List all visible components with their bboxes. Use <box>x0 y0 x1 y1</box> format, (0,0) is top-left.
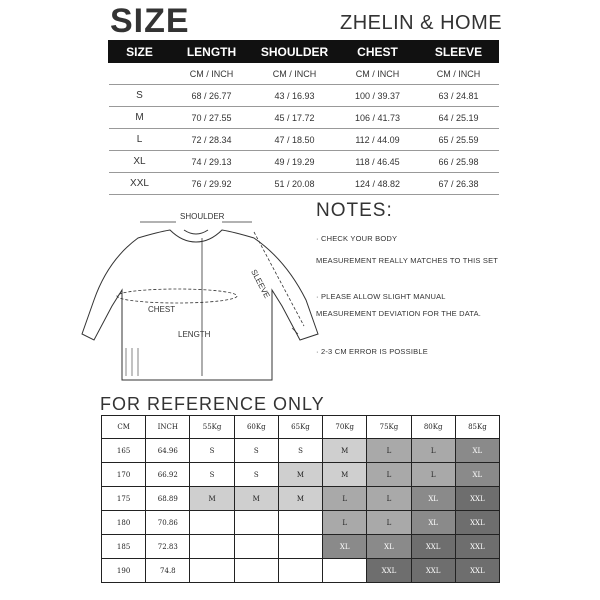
header-chest: CHEST <box>337 41 419 63</box>
chest-cell: 100 / 39.37 <box>337 85 419 107</box>
sleeve-label: SLEEVE <box>249 268 272 300</box>
sleeve-cell: 67 / 26.38 <box>419 173 499 195</box>
reference-row <box>102 463 500 487</box>
chest-cell: 124 / 48.82 <box>337 173 419 195</box>
size-row <box>109 85 499 107</box>
brand-name: ZHELIN & HOME <box>340 12 503 34</box>
reference-row <box>102 559 500 583</box>
length-cell: 68 / 26.77 <box>171 85 253 107</box>
recommended-size-cell: XXL <box>455 487 499 511</box>
size-cell: L <box>109 129 171 151</box>
recommended-size-cell: XL <box>455 463 499 487</box>
recommended-size-cell: L <box>367 463 411 487</box>
size-cell: S <box>109 85 171 107</box>
sleeve-cell: 64 / 25.19 <box>419 107 499 129</box>
length-cell: 70 / 27.55 <box>171 107 253 129</box>
recommended-size-cell: XXL <box>455 559 499 583</box>
recommended-size-cell: XL <box>367 535 411 559</box>
recommended-size-cell <box>278 511 322 535</box>
height-cm-cell: 175 <box>102 487 146 511</box>
recommended-size-cell: XXL <box>367 559 411 583</box>
chest-cell: 118 / 46.45 <box>337 151 419 173</box>
sleeve-cell: 65 / 25.59 <box>419 129 499 151</box>
recommended-size-cell: XXL <box>455 535 499 559</box>
recommended-size-cell: XXL <box>455 511 499 535</box>
sleeve-cell: 66 / 25.98 <box>419 151 499 173</box>
height-cm-cell: 180 <box>102 511 146 535</box>
recommended-size-cell: XL <box>455 439 499 463</box>
recommended-size-cell <box>190 511 234 535</box>
length-cell: 72 / 28.34 <box>171 129 253 151</box>
size-row <box>109 173 499 195</box>
header-size: SIZE <box>109 41 171 63</box>
header-sleeve: SLEEVE <box>419 41 499 63</box>
size-row <box>109 151 499 173</box>
ref-header-weight: 75Kg <box>367 416 411 439</box>
recommended-size-cell: M <box>278 463 322 487</box>
height-inch-cell: 72.83 <box>146 535 190 559</box>
shoulder-cell: 43 / 16.93 <box>253 85 337 107</box>
height-inch-cell: 66.92 <box>146 463 190 487</box>
shoulder-label: SHOULDER <box>180 212 225 221</box>
recommended-size-cell: L <box>367 439 411 463</box>
reference-row <box>102 487 500 511</box>
recommended-size-cell <box>234 559 278 583</box>
unit-cell: CM / INCH <box>253 63 337 85</box>
note-line: · CHECK YOUR BODY <box>316 234 398 243</box>
shoulder-cell: 49 / 19.29 <box>253 151 337 173</box>
height-inch-cell: 64.96 <box>146 439 190 463</box>
recommended-size-cell: XXL <box>411 535 455 559</box>
recommended-size-cell <box>234 535 278 559</box>
reference-title: FOR REFERENCE ONLY <box>100 394 325 414</box>
reference-row <box>102 439 500 463</box>
size-chart-table <box>108 40 499 195</box>
ref-header-weight: 65Kg <box>278 416 322 439</box>
recommended-size-cell: L <box>411 463 455 487</box>
long-sleeve-shirt-icon <box>72 208 322 388</box>
note-line: MEASUREMENT DEVIATION FOR THE DATA. <box>316 309 482 318</box>
recommended-size-cell: S <box>234 463 278 487</box>
length-cell: 74 / 29.13 <box>171 151 253 173</box>
notes-title: NOTES: <box>316 200 393 221</box>
recommended-size-cell: L <box>323 511 367 535</box>
note-line: · PLEASE ALLOW SLIGHT MANUAL <box>316 292 446 301</box>
recommended-size-cell: L <box>367 511 411 535</box>
recommended-size-cell: XXL <box>411 559 455 583</box>
note-line: MEASUREMENT REALLY MATCHES TO THIS SET <box>316 256 499 265</box>
length-label: LENGTH <box>178 330 211 339</box>
header-length: LENGTH <box>171 41 253 63</box>
ref-header-weight: 85Kg <box>455 416 499 439</box>
height-inch-cell: 74.8 <box>146 559 190 583</box>
recommended-size-cell: L <box>323 487 367 511</box>
shoulder-cell: 51 / 20.08 <box>253 173 337 195</box>
note-line: · 2-3 CM ERROR IS POSSIBLE <box>316 347 428 356</box>
reference-row <box>102 535 500 559</box>
ref-header-inch: INCH <box>146 416 190 439</box>
height-cm-cell: 190 <box>102 559 146 583</box>
size-cell: M <box>109 107 171 129</box>
ref-header-cm: CM <box>102 416 146 439</box>
units-row <box>109 63 499 85</box>
size-chart-header-row <box>109 41 499 63</box>
size-cell: XXL <box>109 173 171 195</box>
height-inch-cell: 70.86 <box>146 511 190 535</box>
header-shoulder: SHOULDER <box>253 41 337 63</box>
ref-header-weight: 55Kg <box>190 416 234 439</box>
unit-cell: CM / INCH <box>419 63 499 85</box>
reference-table <box>101 415 500 583</box>
sleeve-cell: 63 / 24.81 <box>419 85 499 107</box>
recommended-size-cell <box>278 559 322 583</box>
recommended-size-cell: XL <box>323 535 367 559</box>
size-cell: XL <box>109 151 171 173</box>
size-row <box>109 129 499 151</box>
recommended-size-cell: M <box>190 487 234 511</box>
unit-cell: CM / INCH <box>337 63 419 85</box>
recommended-size-cell <box>278 535 322 559</box>
garment-diagram <box>72 208 322 388</box>
shoulder-cell: 45 / 17.72 <box>253 107 337 129</box>
length-cell: 76 / 29.92 <box>171 173 253 195</box>
recommended-size-cell <box>190 559 234 583</box>
chest-label: CHEST <box>148 305 176 314</box>
unit-cell: CM / INCH <box>171 63 253 85</box>
reference-header-row <box>102 416 500 439</box>
recommended-size-cell: L <box>367 487 411 511</box>
size-row <box>109 107 499 129</box>
height-cm-cell: 165 <box>102 439 146 463</box>
height-cm-cell: 185 <box>102 535 146 559</box>
recommended-size-cell: S <box>190 463 234 487</box>
chest-cell: 106 / 41.73 <box>337 107 419 129</box>
recommended-size-cell: S <box>234 439 278 463</box>
recommended-size-cell: L <box>411 439 455 463</box>
recommended-size-cell <box>234 511 278 535</box>
recommended-size-cell: S <box>190 439 234 463</box>
recommended-size-cell: M <box>278 487 322 511</box>
recommended-size-cell: M <box>234 487 278 511</box>
chest-cell: 112 / 44.09 <box>337 129 419 151</box>
height-inch-cell: 68.89 <box>146 487 190 511</box>
recommended-size-cell <box>190 535 234 559</box>
recommended-size-cell: M <box>323 463 367 487</box>
recommended-size-cell: M <box>323 439 367 463</box>
recommended-size-cell <box>323 559 367 583</box>
recommended-size-cell: S <box>278 439 322 463</box>
unit-cell <box>109 63 171 85</box>
recommended-size-cell: XL <box>411 511 455 535</box>
recommended-size-cell: XL <box>411 487 455 511</box>
ref-header-weight: 60Kg <box>234 416 278 439</box>
height-cm-cell: 170 <box>102 463 146 487</box>
shoulder-cell: 47 / 18.50 <box>253 129 337 151</box>
ref-header-weight: 70Kg <box>323 416 367 439</box>
ref-header-weight: 80Kg <box>411 416 455 439</box>
page-title: SIZE <box>110 2 190 40</box>
reference-row <box>102 511 500 535</box>
